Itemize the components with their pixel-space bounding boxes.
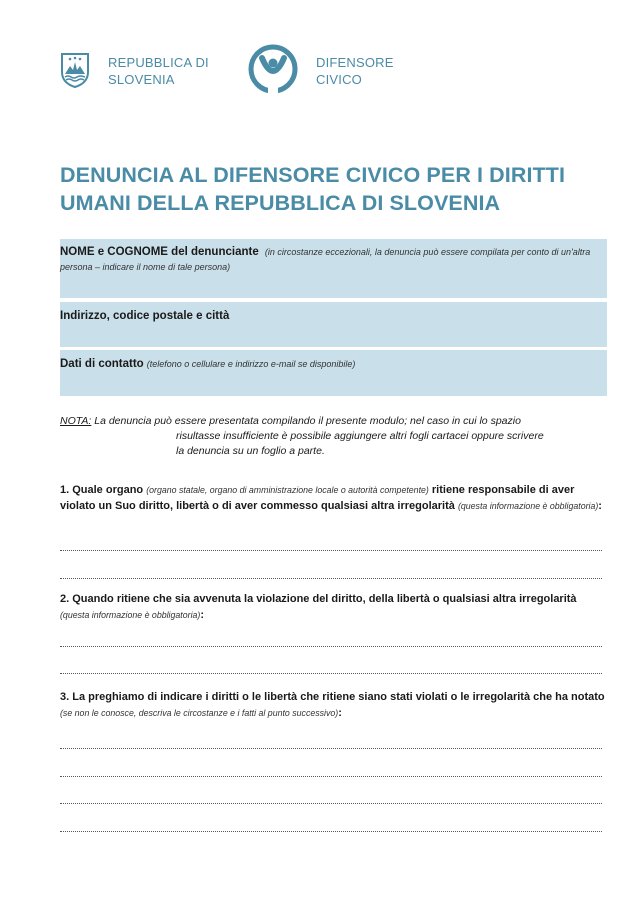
question-2 [60,591,606,623]
name-field-label: NOME e COGNOME del denunciante [60,246,259,258]
name-field[interactable] [60,239,607,298]
note-label: NOTA: [60,415,92,427]
question-1-hint-2: (questa informazione è obbligatoria) [457,501,599,511]
answer-line[interactable] [60,578,602,579]
question-3-colon: : [338,707,342,719]
slovenia-crest-icon [60,52,90,88]
ombudsman-name-line1: DIFENSORE [316,55,394,70]
republic-name-line1: REPUBBLICA DI [108,55,209,70]
question-3-text: 3. La preghiamo di indicare i diritti o le libertà che ritiene siano stati violati o le irregolarità che ha notato [60,691,605,703]
contact-field[interactable] [60,350,607,396]
question-3 [60,689,606,721]
form-title [60,161,600,217]
document-header [0,44,640,104]
answer-line[interactable] [60,748,602,749]
name-field-hint: (in circostanze eccezionali, la denuncia può essere compilata per conto di un'altra persona – indicare il nome di tale persona) [60,247,591,272]
question-2-hint: (questa informazione è obbligatoria) [60,610,201,620]
answer-line[interactable] [60,673,602,674]
contact-field-label: Dati di contatto [60,358,144,370]
form-title-line2: UMANI DELLA REPUBBLICA DI SLOVENIA [60,191,501,215]
note-line2: risultasse insufficiente è possibile aggiungere altri fogli cartacei oppure scrivere [176,430,544,442]
note-line1: La denuncia può essere presentata compilando il presente modulo; nel caso in cui lo spazio [94,415,521,427]
question-1 [60,482,606,514]
ombudsman-name [316,54,394,88]
question-1-text-b: ritiene responsabile di aver violato un Suo diritto, libertà o di aver commesso qualsiasi altra irregolarità [60,484,575,512]
answer-line[interactable] [60,646,602,647]
republic-name-line2: SLOVENIA [108,72,175,87]
ombudsman-name-line2: CIVICO [316,72,362,87]
question-2-colon: : [200,609,205,621]
question-3-hint: (se non le conosce, descriva le circostanze e i fatti al punto successivo) [60,708,339,718]
form-title-line1: DENUNCIA AL DIFENSORE CIVICO PER I DIRITTI [60,163,566,187]
answer-line[interactable] [60,550,602,551]
question-1-colon: : [598,500,602,512]
republic-name [108,54,209,88]
ombudsman-logo-icon [248,44,298,94]
question-1-hint: (organo statale, organo di amministrazione locale o autorità competente) [146,485,429,495]
note-line3: la denuncia su un foglio a parte. [176,445,325,457]
address-field-label: Indirizzo, codice postale e città [60,310,230,322]
answer-line[interactable] [60,776,602,777]
question-1-text-a: 1. Quale organo [60,484,144,496]
answer-line[interactable] [60,831,602,832]
note-block [60,414,610,459]
question-2-text: 2. Quando ritiene che sia avvenuta la violazione del diritto, della libertà o qualsiasi altra irregolarità [60,593,577,605]
answer-line[interactable] [60,803,602,804]
address-field[interactable] [60,302,607,347]
contact-field-hint: (telefono o cellulare e indirizzo e-mail se disponibile) [146,359,356,369]
